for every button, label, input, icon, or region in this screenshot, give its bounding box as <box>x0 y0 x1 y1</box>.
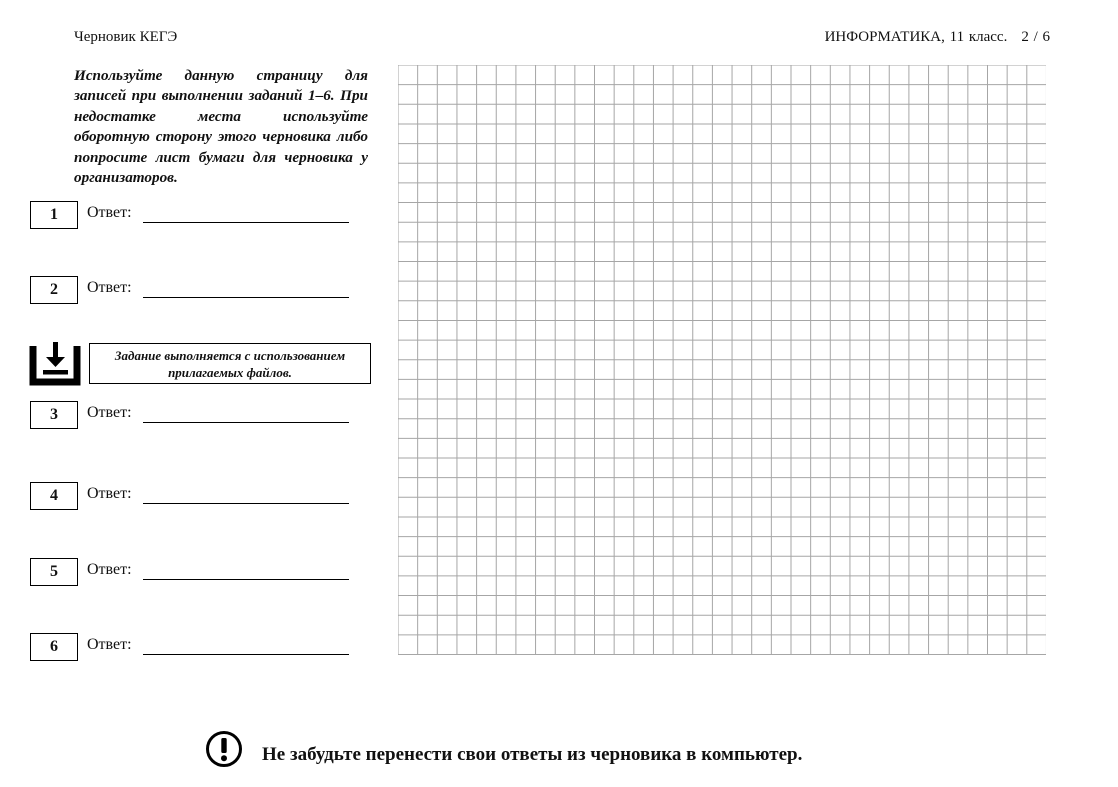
task-number: 5 <box>30 558 78 586</box>
task-number: 1 <box>30 201 78 229</box>
answer-line[interactable] <box>143 297 349 298</box>
answer-label: Ответ: <box>87 279 132 296</box>
reminder-text: Не забудьте перенести свои ответы из черновика в компьютер. <box>262 744 803 765</box>
exclamation-circle-icon <box>205 730 243 768</box>
answer-line[interactable] <box>143 422 349 423</box>
answer-line[interactable] <box>143 222 349 223</box>
subject-label: ИНФОРМАТИКА, 11 класс. <box>824 29 1008 45</box>
task-number: 6 <box>30 633 78 661</box>
answer-line[interactable] <box>143 579 349 580</box>
file-note: Задание выполняется с использованием прилагаемых файлов. <box>89 343 371 384</box>
task-number: 2 <box>30 276 78 304</box>
answer-label: Ответ: <box>87 561 132 578</box>
task-number: 4 <box>30 482 78 510</box>
answer-label: Ответ: <box>87 204 132 221</box>
task-number: 3 <box>30 401 78 429</box>
answer-label: Ответ: <box>87 485 132 502</box>
header-subject <box>825 29 1050 46</box>
download-file-icon <box>29 340 81 386</box>
draft-grid[interactable] <box>398 65 1046 657</box>
header-title: Черновик КЕГЭ <box>74 29 178 45</box>
page-number: 2 / 6 <box>1021 29 1050 45</box>
answer-label: Ответ: <box>87 404 132 421</box>
instructions: Используйте данную страницу для записей при выполнении заданий 1–6. При недостатке места используйте оборотную сторону этого черновика либо попросите лист бумаги для черновика у организаторов. <box>74 67 368 187</box>
answer-line[interactable] <box>143 654 349 655</box>
answer-line[interactable] <box>143 503 349 504</box>
answer-label: Ответ: <box>87 636 132 653</box>
